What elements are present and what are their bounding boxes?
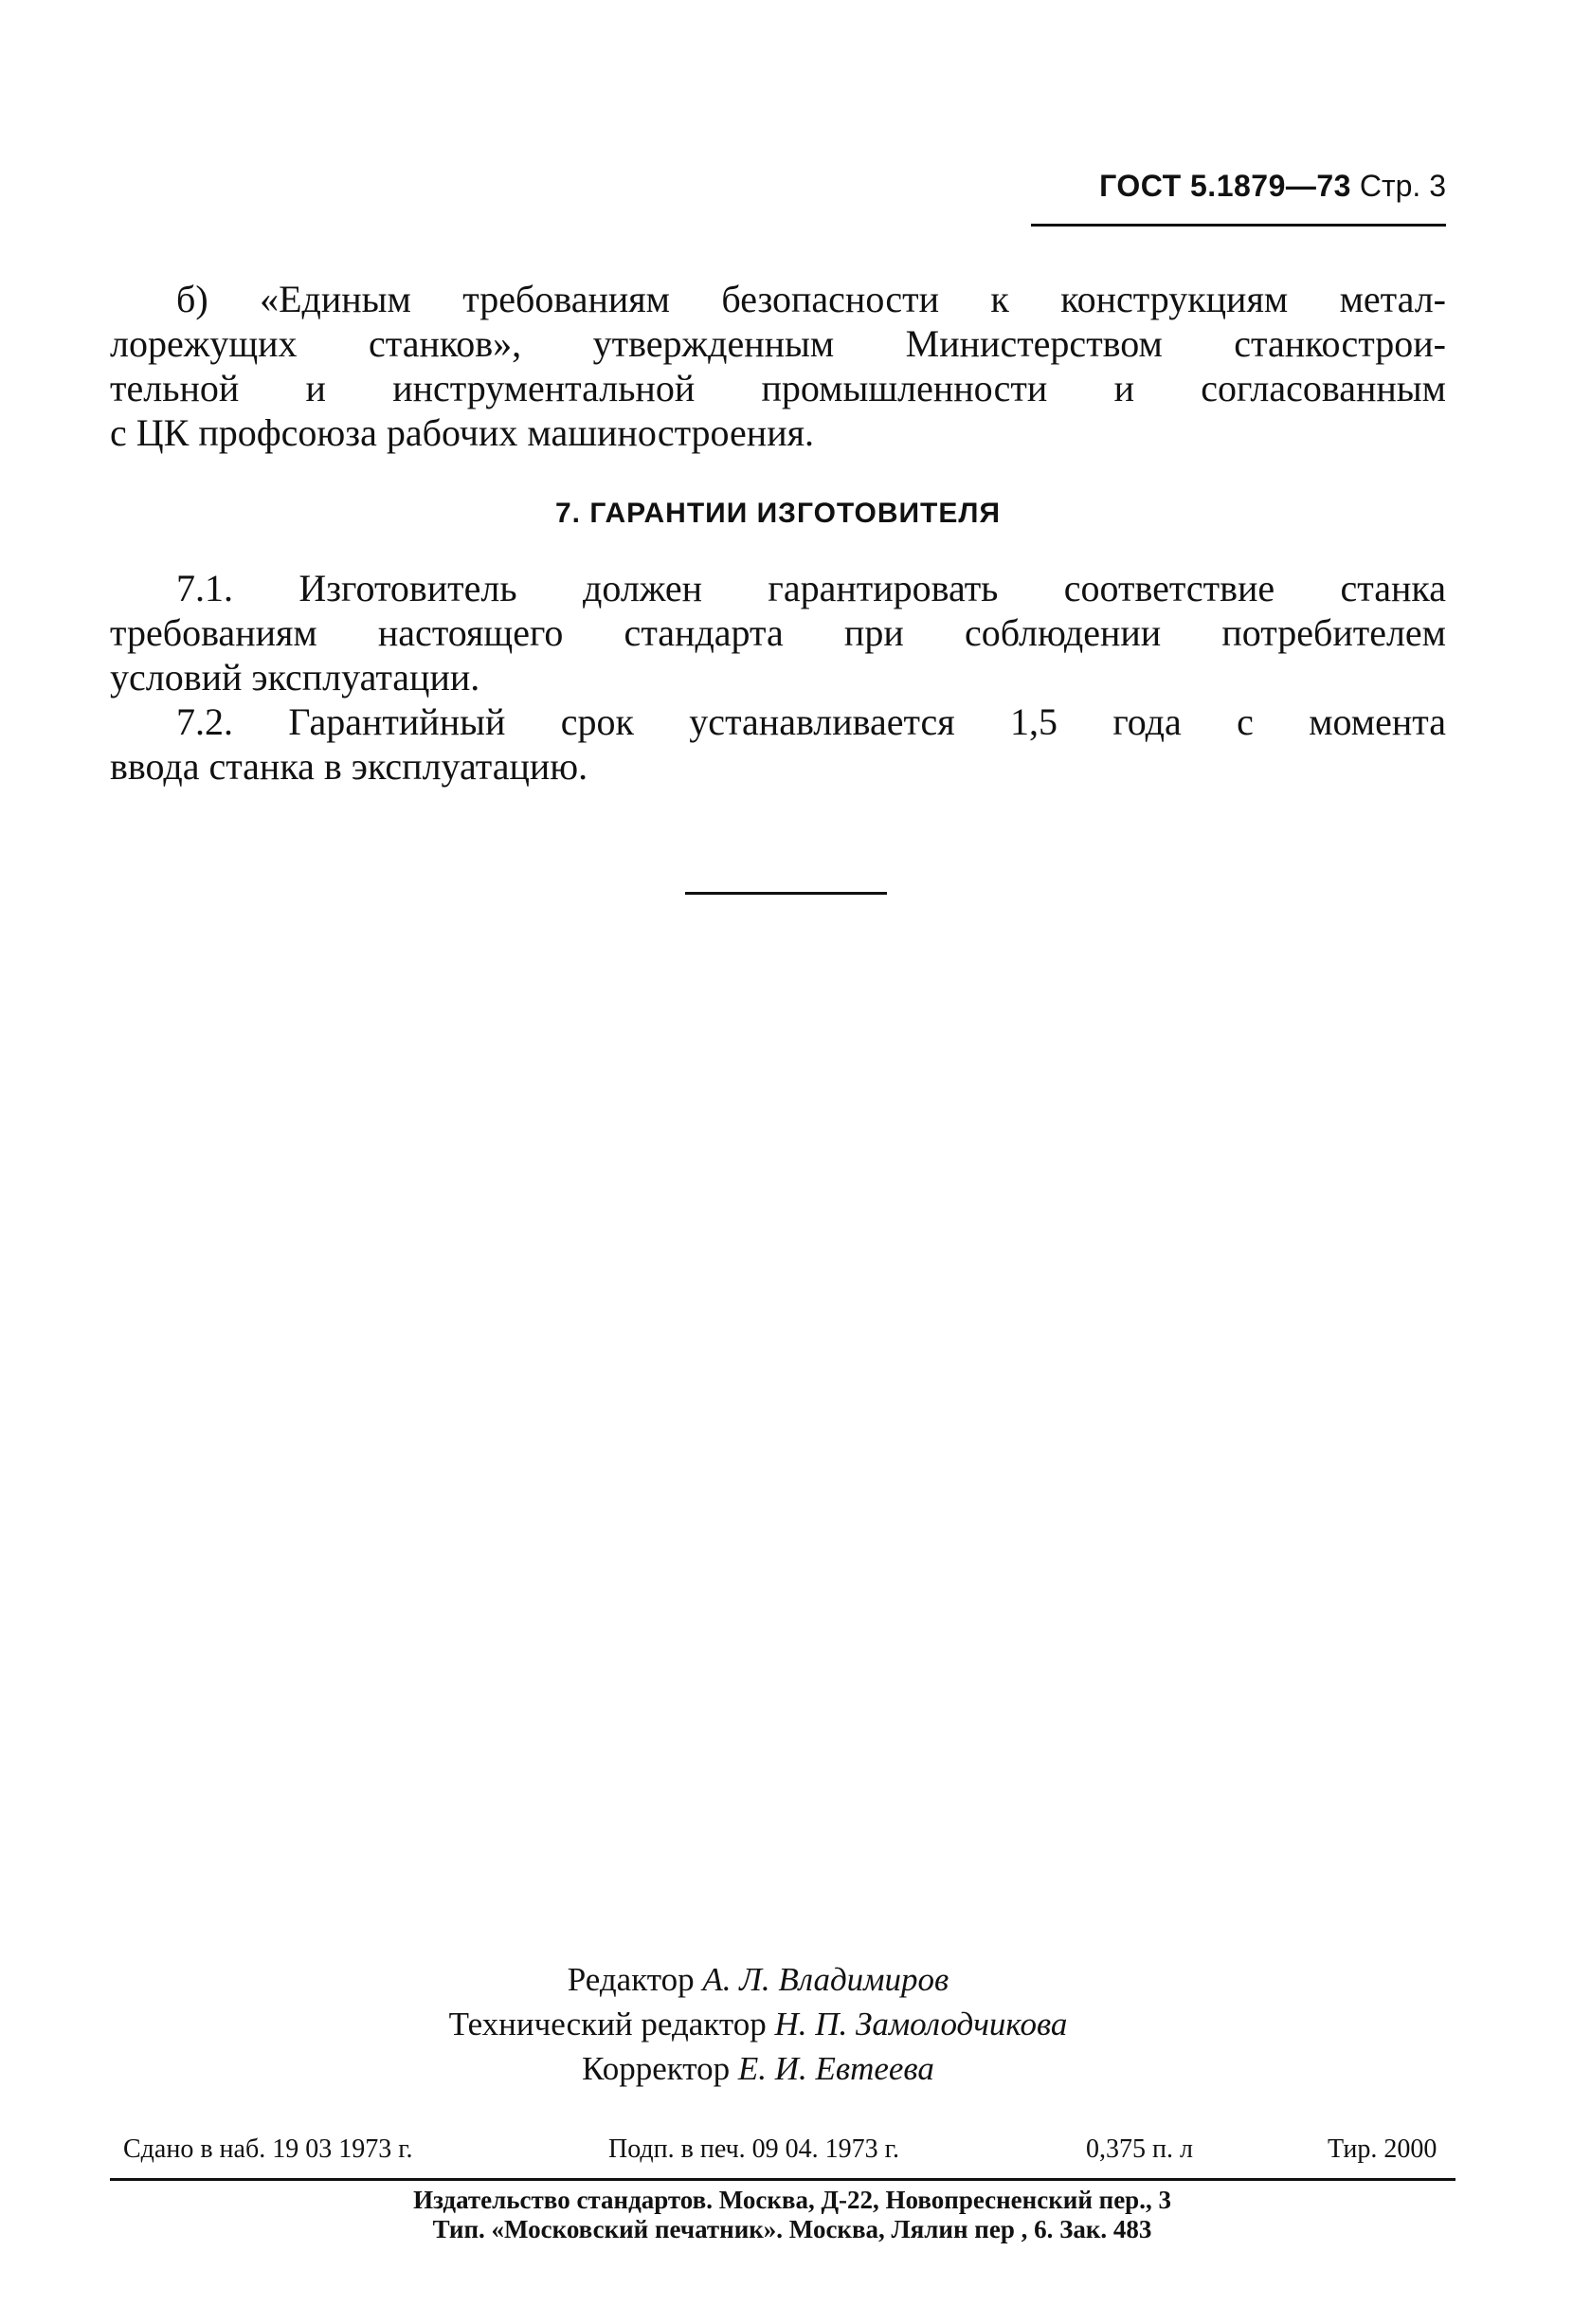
standard-number: ГОСТ 5.1879—73: [1099, 169, 1351, 203]
printer-line: Тип. «Московский печатник». Москва, Лялин пер , 6. Зак. 483: [432, 2215, 1152, 2243]
clause-7-1: [110, 566, 1446, 699]
credit-name: Е. И. Евтеева: [737, 2050, 934, 2087]
imprint-submitted: Сдано в наб. 19 03 1973 г.: [123, 2134, 413, 2164]
item-b-paragraph: [110, 277, 1446, 455]
credit-name: Н. П. Замолодчикова: [774, 2006, 1068, 2043]
credit-name: А. Л. Владимиров: [702, 1961, 949, 1998]
imprint-signed: Подп. в печ. 09 04. 1973 г.: [608, 2134, 899, 2164]
credit-role: Редактор: [567, 1961, 695, 1998]
clause-7-2: [110, 699, 1446, 789]
credit-tech-editor: [284, 2002, 1232, 2046]
paragraph-line: 7.2. Гарантийный срок устанавливается 1,5 года с момента: [176, 700, 1446, 743]
credit-editor: [284, 1957, 1232, 2002]
credit-proofreader: [284, 2046, 1232, 2091]
credit-role: Технический редактор: [448, 2006, 767, 2043]
imprint-rule: [110, 2178, 1455, 2181]
paragraph-line: б) «Единым требованиям безопасности к конструкциям метал-: [176, 278, 1446, 320]
end-of-text-rule: [685, 892, 887, 895]
header-rule: [1031, 224, 1446, 227]
credit-role: Корректор: [582, 2050, 731, 2087]
page-header: [1022, 169, 1446, 214]
paragraph-line: условий эксплуатации.: [110, 656, 480, 699]
imprint-sheets: 0,375 п. л: [1086, 2134, 1193, 2164]
imprint-print-run: Тир. 2000: [1328, 2134, 1437, 2164]
section-title: 7. ГАРАНТИИ ИЗГОТОВИТЕЛЯ: [554, 498, 1001, 529]
paragraph-line: с ЦК профсоюза рабочих машиностроения.: [110, 411, 815, 454]
paragraph-line: требованиям настоящего стандарта при соблюдении потребителем: [110, 611, 1446, 654]
paragraph-line: ввода станка в эксплуатацию.: [110, 745, 588, 788]
paragraph-line: тельной и инструментальной промышленности и согласованным: [110, 367, 1446, 409]
page-number: Стр. 3: [1359, 169, 1446, 203]
paragraph-line: 7.1. Изготовитель должен гарантировать соответствие станка: [176, 567, 1446, 609]
paragraph-line: лорежущих станков», утвержденным Министерством станкострои-: [110, 322, 1446, 365]
imprint-row: [110, 2134, 1455, 2172]
publisher-line: Издательство стандартов. Москва, Д-22, Новопресненский пер., 3: [413, 2186, 1171, 2214]
